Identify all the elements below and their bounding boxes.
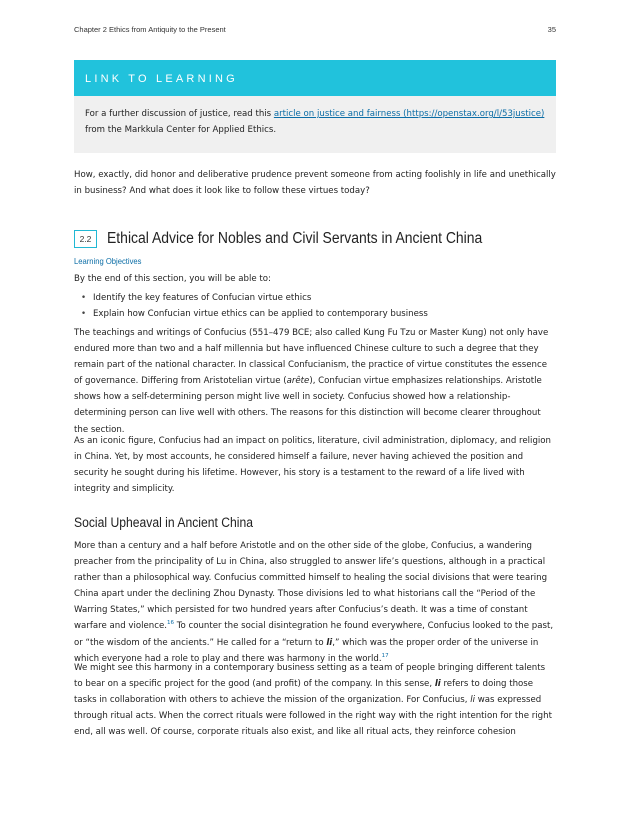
paragraph-social-upheaval (74, 538, 556, 667)
objective-item: • Explain how Confucian virtue ethics can be applied to contemporary business (74, 306, 556, 322)
section-number: 2.2 (74, 230, 97, 248)
paragraph-iconic-figure: As an iconic figure, Confucius had an impact on politics, literature, civil administration, diplomacy, and religion in China. Yet, by most accounts, he considered himself a failure, never having achieved the position and security he sought during his lifetime. However, his story is a testament to the reward of a life lived with integrity and simplicity. (74, 436, 551, 495)
section-heading (74, 227, 556, 251)
justice-article-link[interactable]: article on justice and fairness (https://openstax.org/l/53justice) (273, 109, 545, 119)
page-number: 35 (547, 25, 556, 34)
paragraph-business-harmony (74, 660, 556, 740)
paragraph-text: ), Confucian virtue emphasizes relationships. Aristotle shows how a self-determining person might live well in society. Confucius showed how a relationship-determining person can live well with others. The reasons for this distinction will become clearer throughout the section. (74, 376, 542, 435)
paragraph-confucius-intro (74, 325, 556, 438)
li-term: li (470, 695, 475, 706)
running-header (74, 25, 556, 34)
section-title: Ethical Advice for Nobles and Civil Servants in Ancient China (107, 230, 483, 247)
arete-term: arête (286, 376, 310, 387)
callout-body (74, 96, 556, 138)
callout-title: LINK TO LEARNING (74, 60, 556, 96)
learning-objectives-heading: Learning Objectives (74, 256, 142, 266)
learning-objectives-list (74, 290, 556, 322)
paragraph-text: We might see this harmony in a contemporary business setting as a team of people bringing different talents to bear on a specific project for the good (and profit) of the company. In this sense, (74, 663, 546, 690)
footnote-16-link[interactable]: 16 (166, 620, 174, 627)
paragraph-text: To counter the social disintegration he found everywhere, Confucius looked to the past, or “the wisdom of the ancients.” He called for a “return to (74, 621, 554, 648)
subsection-title: Social Upheaval in Ancient China (74, 515, 253, 530)
paragraph-text: More than a century and a half before Aristotle and on the other side of the globe, Confucius, a wandering preacher from the principality of Lu in China, also struggled to answer life’s questions, although in a practical rather than a philosophical way. Confucius committed himself to healing the social divisions that were tearing China apart under the declining Zhou Dynasty. Those divisions led to what historians call the “Period of the Warring States,” which persisted for two hundred years after Confucius’s death. It was a time of constant warfare and violence. (74, 541, 548, 632)
chapter-title: Chapter 2 Ethics from Antiquity to the Present (74, 25, 226, 34)
link-to-learning-box (74, 60, 556, 153)
li-term: li (326, 637, 333, 648)
footnote-17-link[interactable]: 17 (381, 652, 389, 659)
paragraph-text: The teachings and writings of Confucius (551–479 BCE; also called Kung Fu Tzu or Master Kung) not only have endured more than two and a half millennia but have influenced Chinese culture to such a degree that they remain part of the national character. In classical Confucianism, the practice of virtue constitutes the essence of governance. Differing from Aristotelian virtue ( (74, 328, 549, 387)
callout-text-before: For a further discussion of justice, read this (85, 109, 274, 119)
paragraph-text: ,” which was the proper order of the universe in which everyone had a role to play and there was harmony in the world. (74, 637, 539, 664)
learning-objectives-intro: By the end of this section, you will be able to: (74, 274, 271, 284)
intro-question: How, exactly, did honor and deliberative prudence prevent someone from acting foolishly in life and unethically in business? And what does it look like to follow these virtues today? (74, 170, 556, 197)
paragraph-text: refers to doing those tasks in collaboration with others to achieve the mission of the organization. For Confucius, (74, 679, 534, 706)
objective-item: • Identify the key features of Confucian virtue ethics (74, 290, 556, 306)
li-term: li (434, 679, 441, 690)
paragraph-text: was expressed through ritual acts. When the correct rituals were followed in the right way with the right intention for the right end, all was well. Of course, corporate rituals also exist, and like all ritual acts, they reinforce cohesion (74, 695, 552, 738)
callout-text-after: from the Markkula Center for Applied Ethics. (85, 125, 277, 135)
